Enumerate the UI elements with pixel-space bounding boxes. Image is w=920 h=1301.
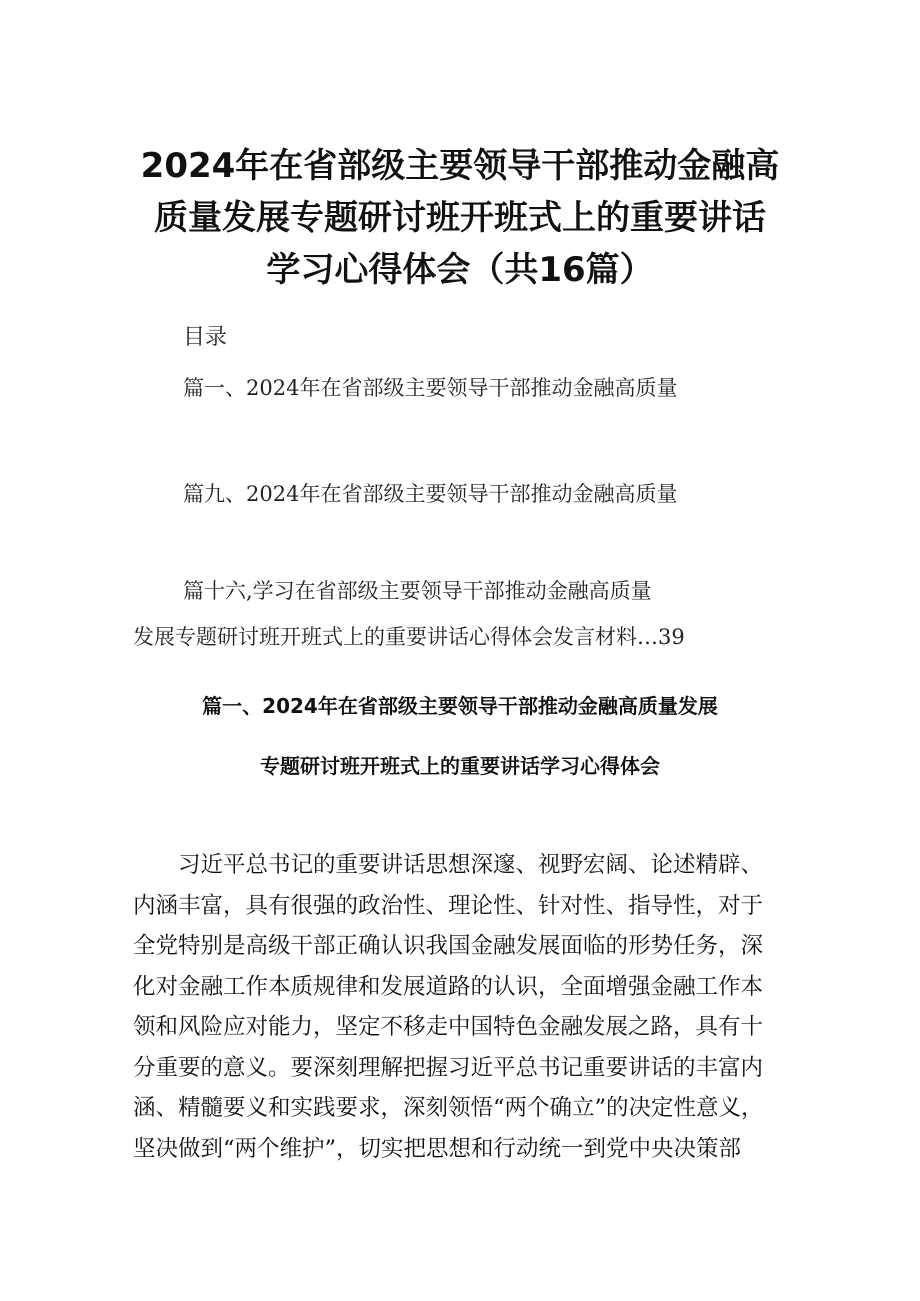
toc-heading: 目录: [183, 325, 228, 350]
body-line: 内涵丰富，具有很强的政治性、理论性、针对性、指导性，对于: [133, 892, 764, 919]
body-line: 化对金融工作本质规律和发展道路的认识，全面增强金融工作本: [133, 973, 764, 1000]
toc-entry-16-continued[interactable]: 发展专题研讨班开班式上的重要讲话心得体会发言材料…39: [133, 625, 685, 649]
toc-entry-9[interactable]: 篇九、2024年在省部级主要领导干部推动金融高质量: [183, 482, 678, 506]
body-line: 领和风险应对能力，坚定不移走中国特色金融发展之路，具有十: [133, 1014, 764, 1040]
toc-entry-16[interactable]: 篇十六,学习在省部级主要领导干部推动金融高质量: [183, 579, 652, 603]
body-paragraph: [133, 845, 793, 1169]
body-line: 涵、精髓要义和实践要求，深刻领悟“两个确立”的决定性意义，: [133, 1095, 764, 1121]
body-line: 全党特别是高级干部正确认识我国金融发展面临的形势任务，深: [133, 933, 764, 959]
section-title-line-1: 篇一、2024年在省部级主要领导干部推动金融高质量发展: [202, 694, 718, 718]
document-title-line-3: 学习心得体会（共16篇）: [266, 250, 654, 290]
toc-entry-1[interactable]: 篇一、2024年在省部级主要领导干部推动金融高质量: [183, 376, 678, 400]
document-title-line-2: 质量发展专题研讨班开班式上的重要讲话: [154, 198, 766, 238]
body-line: 分重要的意义。要深刻理解把握习近平总书记重要讲话的丰富内: [133, 1054, 764, 1081]
body-line: 习近平总书记的重要讲话思想深邃、视野宏阔、论述精辟、: [133, 852, 764, 878]
document-title-line-1: 2024年在省部级主要领导干部推动金融高: [140, 146, 780, 186]
section-title-line-2: 专题研讨班开班式上的重要讲话学习心得体会: [260, 754, 660, 778]
document-title: [100, 140, 820, 296]
body-line: 坚决做到“两个维护”，切实把思想和行动统一到党中央决策部: [133, 1135, 742, 1162]
